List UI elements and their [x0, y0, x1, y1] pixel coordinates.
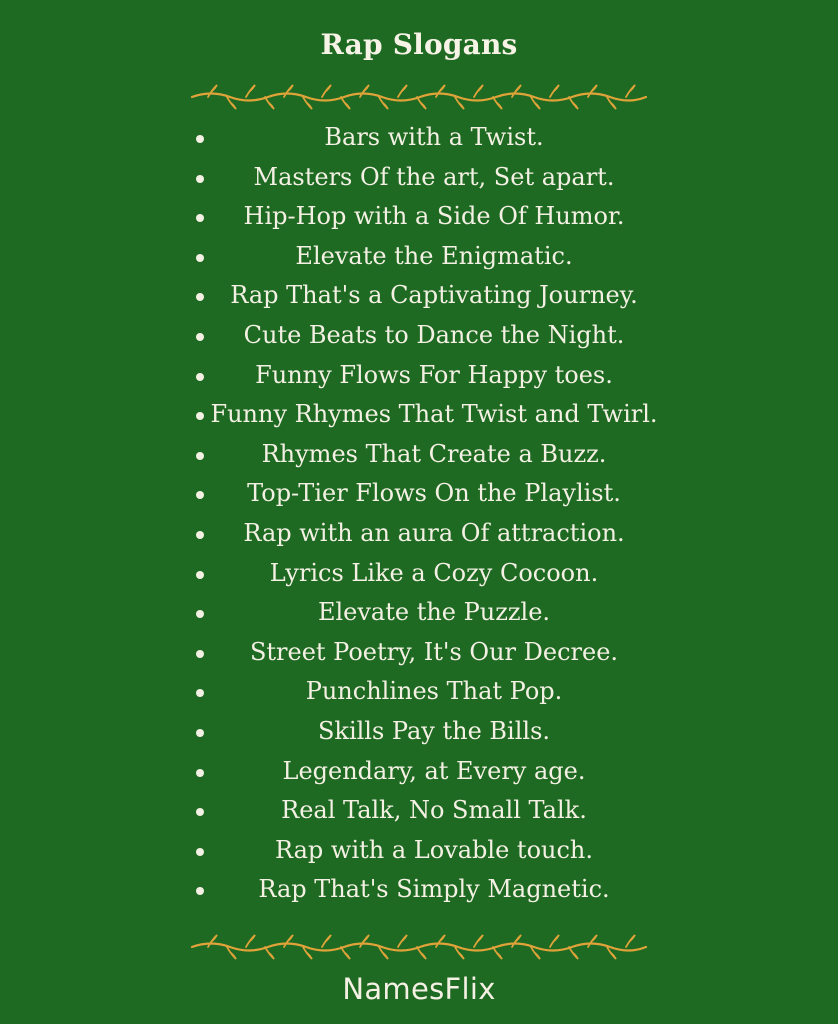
list-item	[0, 752, 838, 792]
slogan-text: Funny Flows For Happy toes.	[255, 360, 613, 389]
slogan-text: Lyrics Like a Cozy Cocoon.	[269, 558, 599, 587]
bullet-dot-icon	[196, 689, 204, 697]
bullet-dot-icon	[196, 808, 204, 816]
list-item	[0, 633, 838, 673]
bullet-dot-icon	[196, 254, 204, 262]
page-title: Rap Slogans	[320, 28, 518, 61]
list-item	[0, 514, 838, 554]
bullet-dot-icon	[196, 610, 204, 618]
slogan-text: Masters Of the art, Set apart.	[253, 162, 615, 191]
bullet-dot-icon	[196, 491, 204, 499]
slogan-text: Cute Beats to Dance the Night.	[243, 320, 625, 349]
slogan-text: Elevate the Enigmatic.	[295, 241, 573, 270]
list-item	[0, 791, 838, 831]
list-item	[0, 158, 838, 198]
bullet-dot-icon	[196, 887, 204, 895]
bullet-dot-icon	[196, 175, 204, 183]
slogan-text: Hip-Hop with a Side Of Humor.	[243, 202, 625, 231]
list-item	[0, 118, 838, 158]
bullet-dot-icon	[196, 135, 204, 143]
slogan-text: Skills Pay the Bills.	[317, 716, 551, 745]
slogan-text: Elevate the Puzzle.	[317, 598, 551, 627]
list-item	[0, 395, 838, 435]
list-item	[0, 593, 838, 633]
bullet-dot-icon	[196, 729, 204, 737]
list-item	[0, 554, 838, 594]
bullet-dot-icon	[196, 650, 204, 658]
vine-divider-icon	[188, 80, 650, 114]
slogan-text: Rap That's Simply Magnetic.	[258, 875, 610, 904]
bullet-dot-icon	[196, 848, 204, 856]
slogan-text: Rap with a Lovable touch.	[274, 835, 593, 864]
slogan-text: Rhymes That Create a Buzz.	[261, 439, 607, 468]
slogan-text: Top-Tier Flows On the Playlist.	[247, 479, 621, 508]
list-item	[0, 474, 838, 514]
list-item	[0, 831, 838, 871]
bullet-dot-icon	[196, 769, 204, 777]
list-item	[0, 672, 838, 712]
slogan-text: Bars with a Twist.	[324, 123, 544, 151]
list-item	[0, 197, 838, 237]
list-item	[0, 870, 838, 910]
bullet-dot-icon	[196, 373, 204, 381]
vine-divider-icon	[188, 930, 650, 964]
bullet-dot-icon	[196, 214, 204, 222]
bullet-dot-icon	[196, 452, 204, 460]
list-item	[0, 276, 838, 316]
list-item	[0, 356, 838, 396]
list-item	[0, 712, 838, 752]
slogan-text: Rap That's a Captivating Journey.	[230, 281, 638, 310]
slogan-text: Punchlines That Pop.	[305, 677, 563, 706]
slogan-text: Real Talk, No Small Talk.	[281, 796, 587, 825]
list-item	[0, 316, 838, 356]
slogan-text: Rap with an aura Of attraction.	[243, 518, 625, 547]
slogan-text: Street Poetry, It's Our Decree.	[249, 637, 619, 666]
bullet-dot-icon	[196, 571, 204, 579]
brand-footer: NamesFlix	[342, 972, 496, 1006]
slogan-text: Funny Rhymes That Twist and Twirl.	[210, 400, 658, 429]
list-item	[0, 237, 838, 277]
bullet-dot-icon	[196, 333, 204, 341]
bullet-dot-icon	[196, 531, 204, 539]
list-item	[0, 435, 838, 475]
slogan-text: Legendary, at Every age.	[282, 756, 586, 785]
slogan-list	[0, 118, 838, 910]
